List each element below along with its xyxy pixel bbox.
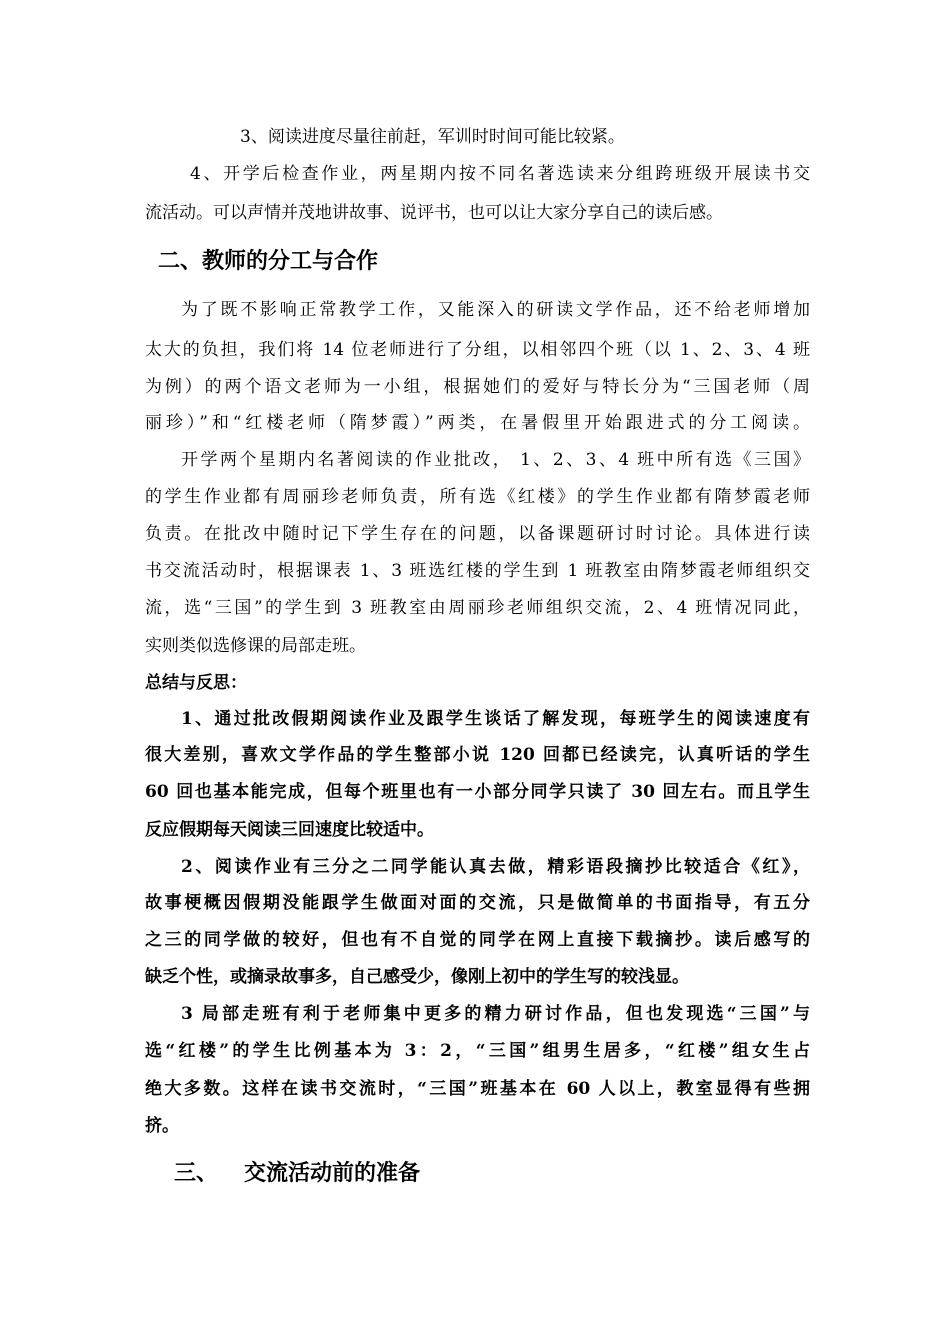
paragraph-line: 书交流活动时，根据课表 1、3 班选红楼的学生到 1 班教室由隋梦霞老师组织交 xyxy=(145,561,810,581)
reflection-line: 60 回也基本能完成，但每个班里也有一小部分同学只读了 30 回左右。而且学生 xyxy=(145,782,810,802)
paragraph-line: 开学两个星期内名著阅读的作业批改， 1、2、3、4 班中所有选《三国》 xyxy=(181,450,810,470)
paragraph-line: 太大的负担，我们将 14 位老师进行了分组，以相邻四个班（以 1、2、3、4 班 xyxy=(145,340,810,360)
paragraph-line: 为了既不影响正常教学工作，又能深入的研读文学作品，还不给老师增加 xyxy=(181,300,810,320)
reflection-line: 很大差别，喜欢文学作品的学生整部小说 120 回都已经读完，认真听话的学生 xyxy=(145,745,810,765)
paragraph-line: 流，选“三国”的学生到 3 班教室由周丽珍老师组织交流，2、4 班情况同此， xyxy=(145,598,810,618)
paragraph-line: 丽珍）”和“红楼老师（隋梦霞）”两类，在暑假里开始跟进式的分工阅读。 xyxy=(145,413,810,433)
reflection-line: 选“红楼”的学生比例基本为 3：2，“三国”组男生居多，“红楼”组女生占 xyxy=(145,1041,810,1061)
section-3-title: 交流活动前的准备 xyxy=(244,1160,421,1186)
item-4-line-1: 4、开学后检查作业，两星期内按不同名著选读来分组跨班级开展读书交 xyxy=(190,164,810,184)
paragraph-line: 为例）的两个语文老师为一小组，根据她们的爱好与特长分为“三国老师（周 xyxy=(145,377,810,397)
paragraph-line: 实则类似选修课的局部走班。 xyxy=(145,636,366,656)
section-3-number: 三、 xyxy=(174,1160,219,1186)
reflection-line: 缺乏个性，或摘录故事多，自己感受少，像刚上初中的学生写的较浅显。 xyxy=(145,967,689,987)
reflection-line: 之三的同学做的较好，但也有不自觉的同学在网上直接下载摘抄。读后感写的 xyxy=(145,930,810,950)
summary-heading: 总结与反思： xyxy=(145,673,247,693)
reflection-line: 1、通过批改假期阅读作业及跟学生谈话了解发现，每班学生的阅读速度有 xyxy=(181,709,810,729)
item-4-line-2: 流活动。可以声情并茂地讲故事、说评书，也可以让大家分享自己的读后感。 xyxy=(145,203,723,223)
section-3-heading xyxy=(174,1160,420,1186)
item-3: 3、阅读进度尽量往前赶，军训时时间可能比较紧。 xyxy=(240,127,625,147)
reflection-line: 3 局部走班有利于老师集中更多的精力研讨作品，但也发现选“三国”与 xyxy=(181,1004,810,1024)
section-2-heading: 二、教师的分工与合作 xyxy=(158,248,379,274)
paragraph-line: 的学生作业都有周丽珍老师负责，所有选《红楼》的学生作业都有隋梦霞老师 xyxy=(145,487,810,507)
reflection-line: 挤。 xyxy=(145,1116,179,1136)
reflection-line: 2、阅读作业有三分之二同学能认真去做，精彩语段摘抄比较适合《红》， xyxy=(181,857,810,877)
reflection-line: 反应假期每天阅读三回速度比较适中。 xyxy=(145,820,434,840)
reflection-line: 绝大多数。这样在读书交流时，“三国”班基本在 60 人以上，教室显得有些拥 xyxy=(145,1079,810,1099)
paragraph-line: 负责。在批改中随时记下学生存在的问题，以备课题研讨时讨论。具体进行读 xyxy=(145,524,810,544)
reflection-line: 故事梗概因假期没能跟学生做面对面的交流，只是做简单的书面指导，有五分 xyxy=(145,893,810,913)
